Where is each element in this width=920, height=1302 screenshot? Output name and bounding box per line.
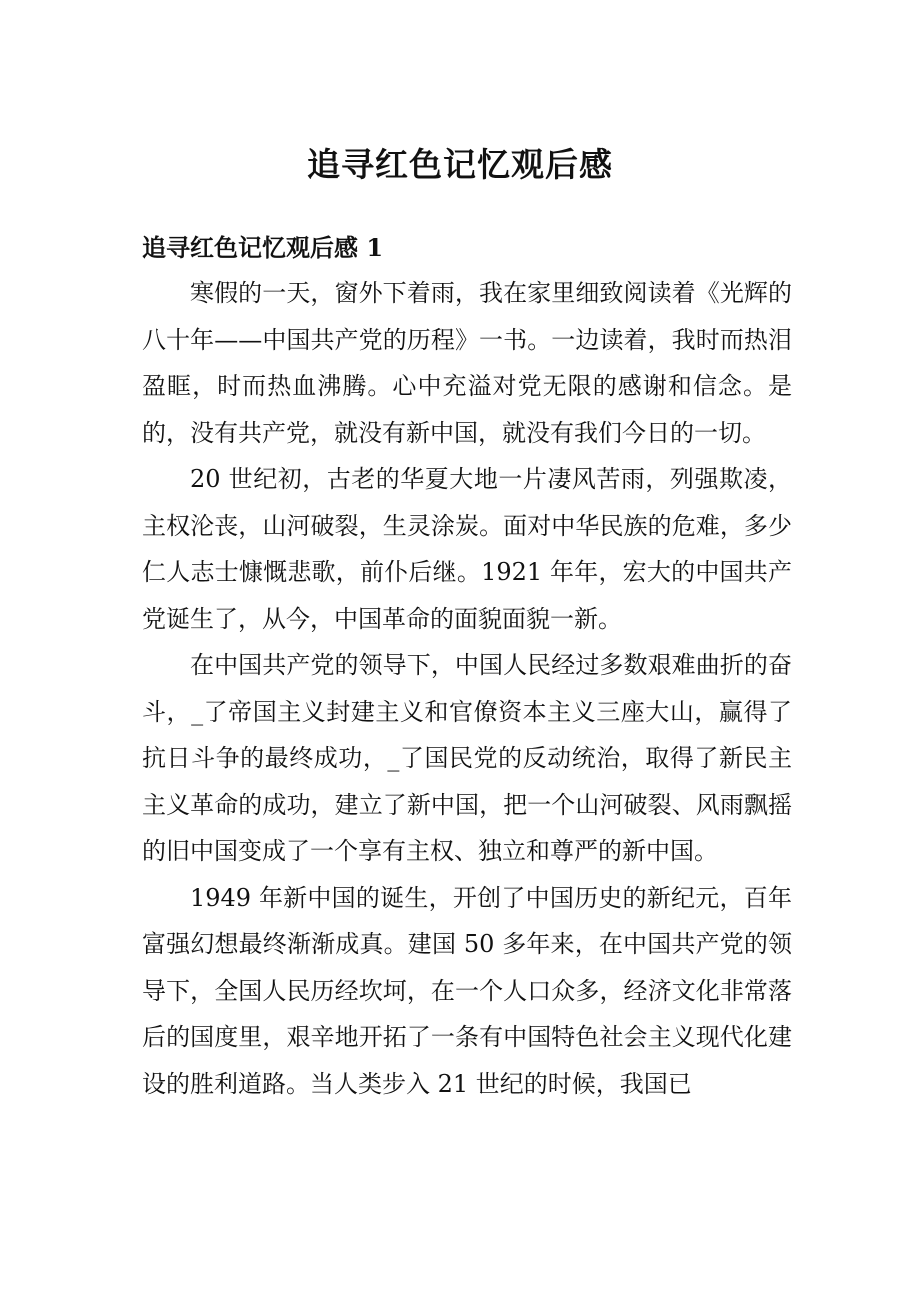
- paragraph-4: 1949 年新中国的诞生，开创了中国历史的新纪元，百年富强幻想最终渐渐成真。建国 50 多年来，在中国共产党的领导下，全国人民历经坎坷，在一个人口众多，经济文化非常落后的国度里，艰辛地开拓了一条有中国特色社会主义现代化建设的胜利道路。当人类步入 21 世纪的时候，我国已: [142, 883, 792, 1098]
- section-heading: 追寻红色记忆观后感 1: [142, 233, 384, 262]
- paragraph-2: 20 世纪初，古老的华夏大地一片凄风苦雨，列强欺凌，主权沦丧，山河破裂，生灵涂炭。面对中华民族的危难，多少仁人志士慷慨悲歌，前仆后继。1921 年年，宏大的中国共产党诞生了，从今，中国革命的面貌面貌一新。: [142, 465, 792, 633]
- paragraph-1: 寒假的一天，窗外下着雨，我在家里细致阅读着《光辉的八十年——中国共产党的历程》一书。一边读着，我时而热泪盈眶，时而热血沸腾。心中充溢对党无限的感谢和信念。是的，没有共产党，就没有新中国，就没有我们今日的一切。: [142, 279, 792, 447]
- document-title: 追寻红色记忆观后感: [307, 145, 613, 184]
- paragraph-3: 在中国共产党的领导下，中国人民经过多数艰难曲折的奋斗，_了帝国主义封建主义和官僚资本主义三座大山，赢得了抗日斗争的最终成功，_了国民党的反动统治，取得了新民主主义革命的成功，建立了新中国，把一个山河破裂、风雨飘摇的旧中国变成了一个享有主权、独立和尊严的新中国。: [142, 651, 792, 865]
- document-body: [142, 270, 792, 1107]
